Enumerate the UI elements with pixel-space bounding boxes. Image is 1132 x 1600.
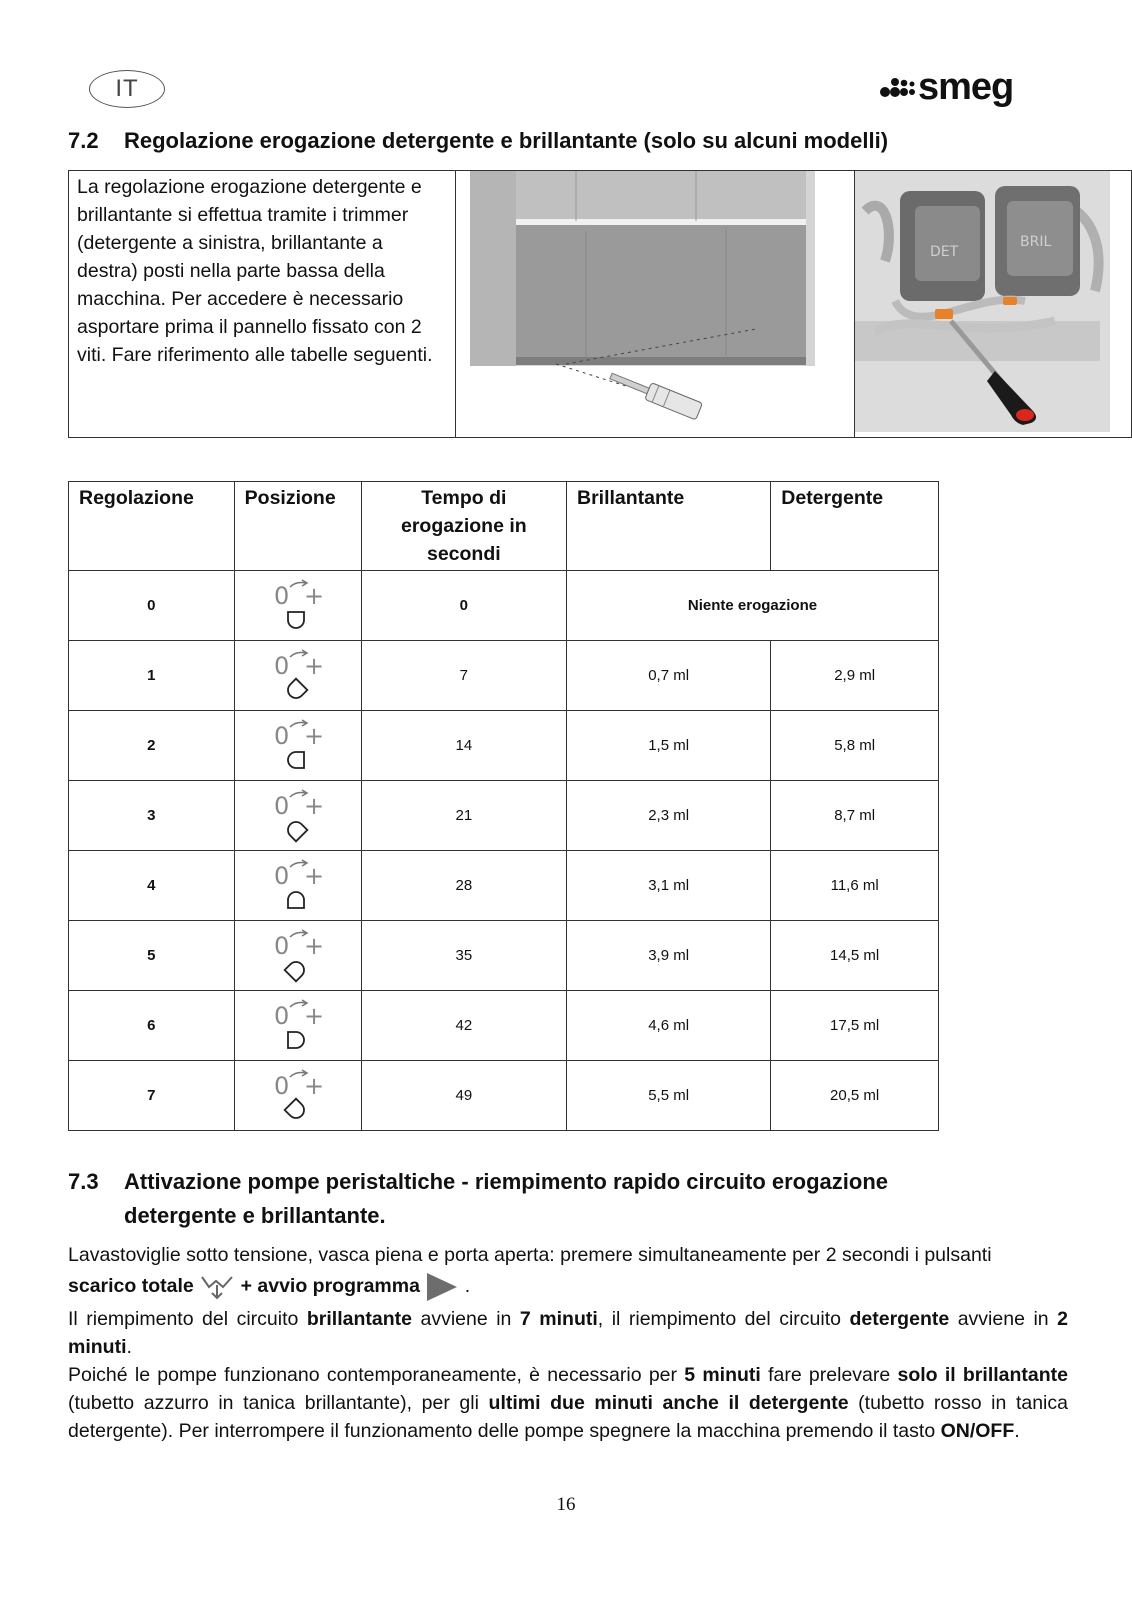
cell-detergente: 8,7 ml bbox=[771, 781, 939, 851]
cell-level: 7 bbox=[69, 1061, 235, 1131]
trimmer-dial-icon bbox=[284, 818, 307, 841]
trimmer-position-icon bbox=[266, 788, 330, 844]
button-name-start: + avvio programma bbox=[240, 1275, 420, 1297]
paragraph-pumps: Poiché le pompe funzionano contemporaneamente, è necessario per 5 minuti fare prelevare solo il brillantante (tubetto azzurro in tanica brillantante), per gli ultimi due minuti anche il detergente (tubetto rosso in tanica detergente). Per interrompere il funzionamento delle pompe spegnere la macchina premendo il tasto ON/OFF. bbox=[68, 1364, 1068, 1442]
icon-zero-label: 0 bbox=[273, 721, 289, 750]
section-number: 7.2 bbox=[68, 128, 99, 153]
table-row bbox=[69, 991, 939, 1061]
trimmer-dial-icon bbox=[284, 958, 307, 981]
icon-plus-label: + bbox=[303, 931, 324, 960]
trimmer-bril-tip bbox=[1003, 297, 1017, 305]
cell-brillantante: 1,5 ml bbox=[566, 711, 770, 781]
icon-plus-label: + bbox=[303, 651, 324, 680]
icon-zero-label: 0 bbox=[273, 1001, 289, 1030]
button-name-drain: scarico totale bbox=[68, 1275, 194, 1297]
cell-time: 49 bbox=[361, 1061, 566, 1131]
section-title-line1: Attivazione pompe peristaltiche - riempimento rapido circuito erogazione bbox=[124, 1169, 889, 1194]
cell-level: 0 bbox=[69, 571, 235, 641]
cell-level: 4 bbox=[69, 851, 235, 921]
icon-zero-label: 0 bbox=[273, 931, 289, 960]
col-header-tempo: Tempo di erogazione in secondi bbox=[361, 482, 566, 571]
trimmer-dial-icon bbox=[288, 1032, 304, 1048]
cell-detergente: 11,6 ml bbox=[771, 851, 939, 921]
language-label: IT bbox=[115, 75, 139, 102]
cell-brillantante: 5,5 ml bbox=[566, 1061, 770, 1131]
cell-position bbox=[234, 641, 361, 711]
cell-position bbox=[234, 711, 361, 781]
trimmer-dial-icon bbox=[284, 1098, 307, 1121]
brand-name: smeg bbox=[918, 66, 1014, 108]
icon-plus-label: + bbox=[303, 721, 324, 750]
table-row bbox=[69, 851, 939, 921]
cell-position bbox=[234, 921, 361, 991]
cell-position bbox=[234, 991, 361, 1061]
icon-plus-label: + bbox=[303, 1001, 324, 1030]
intro-table bbox=[68, 170, 1132, 438]
section-title-line2: detergente e brillantante. bbox=[124, 1203, 386, 1228]
cell-brillantante: 2,3 ml bbox=[566, 781, 770, 851]
section-number: 7.3 bbox=[68, 1169, 99, 1194]
cell-time: 28 bbox=[361, 851, 566, 921]
intro-text: La regolazione erogazione detergente e brillantante si effettua tramite i trimmer (detergente a sinistra, brillantante a destra) posti nella parte bassa della macchina. Per accedere è necessario asportare prima il pannello fissato con 2 viti. Fare riferimento alle tabelle seguenti. bbox=[69, 171, 456, 438]
col-header-posizione: Posizione bbox=[234, 482, 361, 571]
cell-time: 7 bbox=[361, 641, 566, 711]
det-label: DET bbox=[930, 244, 959, 260]
play-icon bbox=[425, 1271, 459, 1303]
paragraph-buttons bbox=[68, 1269, 1068, 1303]
trimmer-position-icon bbox=[266, 858, 330, 914]
bril-label: BRIL bbox=[1020, 234, 1052, 250]
trimmer-photo bbox=[855, 171, 1132, 438]
cell-level: 5 bbox=[69, 921, 235, 991]
cell-detergente: 20,5 ml bbox=[771, 1061, 939, 1131]
cell-detergente: 14,5 ml bbox=[771, 921, 939, 991]
brand-logo bbox=[880, 68, 1013, 106]
icon-zero-label: 0 bbox=[273, 861, 289, 890]
cell-time: 0 bbox=[361, 571, 566, 641]
icon-plus-label: + bbox=[303, 581, 324, 610]
table-row bbox=[69, 641, 939, 711]
cell-position bbox=[234, 781, 361, 851]
trimmer-dial-icon bbox=[288, 892, 304, 908]
cell-time: 21 bbox=[361, 781, 566, 851]
paragraph-end: . bbox=[464, 1275, 471, 1297]
icon-plus-label: + bbox=[303, 861, 324, 890]
cell-no-dispense: Niente erogazione bbox=[566, 571, 938, 641]
cell-position bbox=[234, 571, 361, 641]
trimmer-dial-icon bbox=[288, 612, 304, 628]
cell-detergente: 2,9 ml bbox=[771, 641, 939, 711]
language-badge bbox=[89, 70, 165, 108]
regulation-table bbox=[68, 481, 939, 1131]
trimmer-dial-icon bbox=[288, 752, 304, 768]
trimmer-position-icon bbox=[266, 1068, 330, 1124]
section-heading-7-2 bbox=[68, 128, 888, 154]
trimmer-position-icon bbox=[266, 648, 330, 704]
trimmer-position-icon bbox=[266, 928, 330, 984]
icon-zero-label: 0 bbox=[273, 581, 289, 610]
smeg-dots-icon bbox=[880, 73, 918, 101]
table-row bbox=[69, 781, 939, 851]
dishwasher-panel-illustration bbox=[455, 171, 855, 438]
cell-brillantante: 3,9 ml bbox=[566, 921, 770, 991]
cell-position bbox=[234, 851, 361, 921]
section-heading-7-3 bbox=[68, 1165, 888, 1233]
icon-plus-label: + bbox=[303, 1071, 324, 1100]
page-number: 16 bbox=[556, 1494, 576, 1515]
cell-detergente: 17,5 ml bbox=[771, 991, 939, 1061]
trimmer-position-icon bbox=[266, 718, 330, 774]
icon-zero-label: 0 bbox=[273, 1071, 289, 1100]
table-header-row bbox=[69, 482, 939, 571]
col-header-detergente: Detergente bbox=[771, 482, 939, 571]
cell-level: 2 bbox=[69, 711, 235, 781]
icon-plus-label: + bbox=[303, 791, 324, 820]
table-row bbox=[69, 921, 939, 991]
panel-screwdriver-image bbox=[456, 171, 832, 432]
trimmer-det-bril-image bbox=[855, 171, 1110, 432]
cell-brillantante: 0,7 ml bbox=[566, 641, 770, 711]
trimmer-position-icon bbox=[266, 998, 330, 1054]
cell-level: 3 bbox=[69, 781, 235, 851]
paragraph-fill-times: Il riempimento del circuito brillantante avviene in 7 minuti, il riempimento del circuito detergente avviene in 2 minuti. bbox=[68, 1308, 1068, 1358]
table-row bbox=[69, 711, 939, 781]
icon-zero-label: 0 bbox=[273, 791, 289, 820]
cell-position bbox=[234, 1061, 361, 1131]
cell-time: 14 bbox=[361, 711, 566, 781]
trimmer-position-icon bbox=[266, 578, 330, 634]
trimmer-dial-icon bbox=[284, 678, 307, 701]
section-title: Regolazione erogazione detergente e brillantante (solo su alcuni modelli) bbox=[124, 128, 889, 153]
trimmer-det-tip bbox=[935, 309, 953, 319]
cell-level: 1 bbox=[69, 641, 235, 711]
cell-detergente: 5,8 ml bbox=[771, 711, 939, 781]
paragraph-instructions: Lavastoviglie sotto tensione, vasca piena e porta aperta: premere simultaneamente per 2 secondi i pulsanti bbox=[68, 1244, 992, 1266]
col-header-regolazione: Regolazione bbox=[69, 482, 235, 571]
cell-level: 6 bbox=[69, 991, 235, 1061]
cell-brillantante: 4,6 ml bbox=[566, 991, 770, 1061]
drain-icon bbox=[199, 1273, 235, 1301]
col-header-brillantante: Brillantante bbox=[566, 482, 770, 571]
table-row bbox=[69, 1061, 939, 1131]
cell-time: 42 bbox=[361, 991, 566, 1061]
cell-brillantante: 3,1 ml bbox=[566, 851, 770, 921]
icon-zero-label: 0 bbox=[273, 651, 289, 680]
cell-time: 35 bbox=[361, 921, 566, 991]
table-row bbox=[69, 571, 939, 641]
